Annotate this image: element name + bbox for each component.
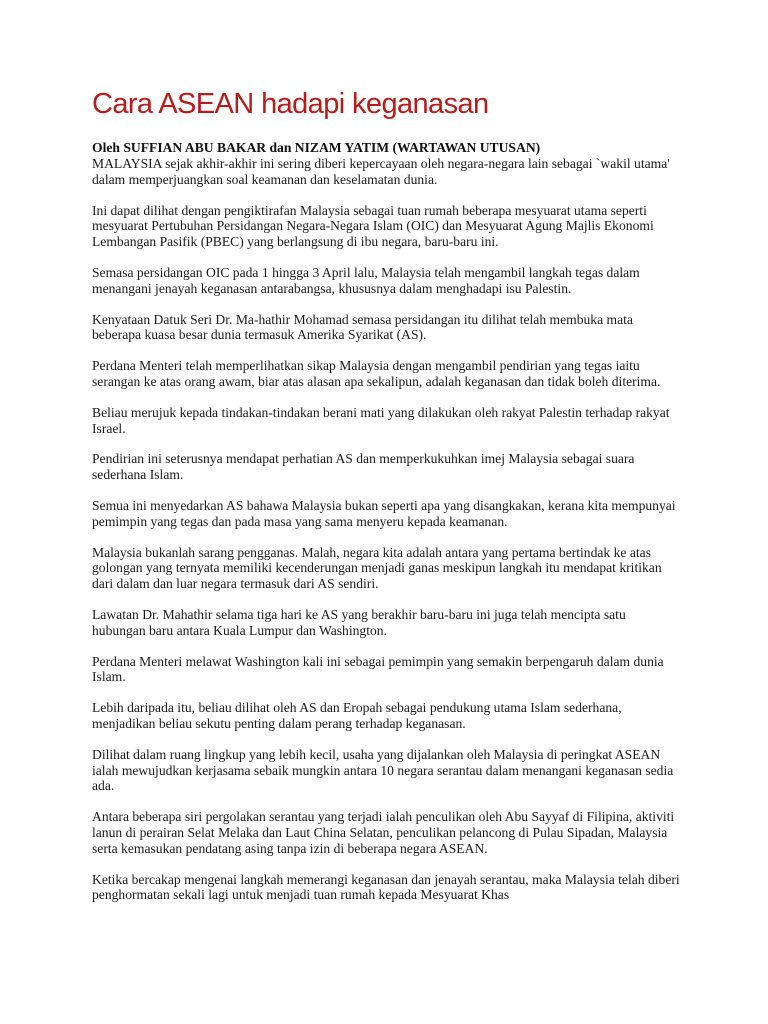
- paragraph: Kenyataan Datuk Seri Dr. Ma-hathir Mohamad semasa persidangan itu dilihat telah membuka mata beberapa kuasa besar dunia termasuk Amerika Syarikat (AS).: [92, 311, 633, 343]
- paragraph: Perdana Menteri telah memperlihatkan sikap Malaysia dengan mengambil pendirian yang tegas iaitu serangan ke atas orang awam, biar atas alasan apa sekalipun, adalah keganasan dan tidak boleh diterima.: [92, 358, 661, 389]
- paragraph: Beliau merujuk kepada tindakan-tindakan berani mati yang dilakukan oleh rakyat Palestin terhadap rakyat Israel.: [92, 404, 670, 436]
- paragraph: Pendirian ini seterusnya mendapat perhatian AS dan memperkukuhkan imej Malaysia sebagai suara sederhana Islam.: [92, 451, 635, 483]
- paragraph: Lawatan Dr. Mahathir selama tiga hari ke AS yang berakhir baru-baru ini juga telah mencipta satu hubungan baru antara Kuala Lumpur dan Washington.: [92, 606, 626, 638]
- paragraph: Semua ini menyedarkan AS bahawa Malaysia bukan seperti apa yang disangkakan, kerana kita mempunyai pemimpin yang tegas dan pada masa yang sama menyeru kepada keamanan.: [92, 497, 676, 529]
- article-body: [92, 156, 682, 903]
- paragraph: Dilihat dalam ruang lingkup yang lebih kecil, usaha yang dijalankan oleh Malaysia di peringkat ASEAN ialah mewujudkan kerjasama sebaik mungkin antara 10 negara serantau dalam menangani keganasan sedia ada.: [92, 746, 674, 794]
- paragraph: Malaysia bukanlah sarang pengganas. Malah, negara kita adalah antara yang pertama bertindak ke atas golongan yang ternyata memiliki kecenderungan menjadi ganas meskipun langkah itu mendapat kritikan dari dalam dan luar negara termasuk dari AS sendiri.: [92, 544, 662, 592]
- paragraph: Ketika bercakap mengenai langkah memerangi keganasan dan jenayah serantau, maka Malaysia telah diberi penghormatan sekali lagi untuk menjadi tuan rumah kepada Mesyuarat Khas: [92, 871, 680, 903]
- paragraph: Lebih daripada itu, beliau dilihat oleh AS dan Eropah sebagai pendukung utama Islam sederhana, menjadikan beliau sekutu penting dalam perang terhadap keganasan.: [92, 700, 622, 731]
- article-title: Cara ASEAN hadapi keganasan: [92, 88, 489, 120]
- paragraph: Antara beberapa siri pergolakan serantau yang terjadi ialah penculikan oleh Abu Sayyaf di Filipina, aktiviti lanun di perairan Selat Melaka dan Laut China Selatan, penculikan pelancong di Pulau Sipadan, Malaysia serta kemasukan pendatang asing tanpa izin di beberapa negara ASEAN.: [92, 809, 675, 856]
- paragraph: Ini dapat dilihat dengan pengiktirafan Malaysia sebagai tuan rumah beberapa mesyuarat utama seperti mesyuarat Pertubuhan Persidangan Negara-Negara Islam (OIC) dan Mesyuarat Agung Majlis Ekonomi Lembangan Pasifik (PBEC) yang berlangsung di ibu negara, baru-baru ini.: [92, 202, 654, 250]
- paragraph: Perdana Menteri melawat Washington kali ini sebagai pemimpin yang semakin berpengaruh dalam dunia Islam.: [92, 653, 664, 685]
- article-byline: Oleh SUFFIAN ABU BAKAR dan NIZAM YATIM (WARTAWAN UTUSAN): [92, 140, 541, 155]
- document-page: [92, 84, 682, 918]
- paragraph: MALAYSIA sejak akhir-akhir ini sering diberi kepercayaan oleh negara-negara lain sebagai `wakil utama' dalam memperjuangkan soal keamanan dan keselamatan dunia.: [92, 156, 670, 187]
- paragraph: Semasa persidangan OIC pada 1 hingga 3 April lalu, Malaysia telah mengambil langkah tegas dalam menangani jenayah keganasan antarabangsa, khususnya dalam menghadapi isu Palestin.: [92, 264, 640, 296]
